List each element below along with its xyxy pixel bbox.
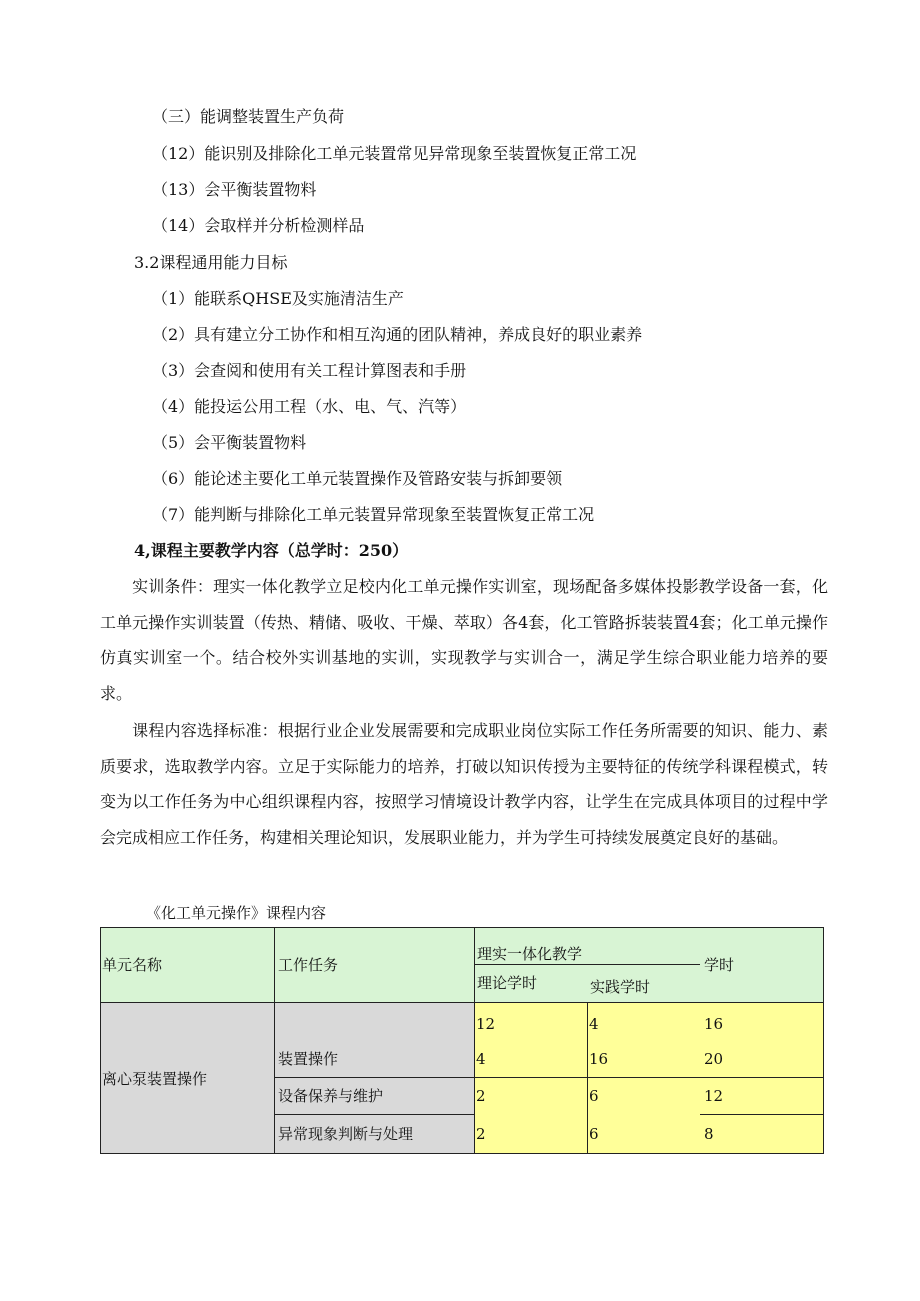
task-cell: 装置操作 <box>278 1050 339 1068</box>
total-cell: 8 <box>704 1125 714 1143</box>
theory-cell: 2 <box>476 1125 486 1143</box>
header-theory-hours: 理论学时 <box>477 974 538 992</box>
section-heading: 3.2课程通用能力目标 <box>134 253 288 272</box>
total-cell: 20 <box>704 1050 724 1068</box>
task-cell: 设备保养与维护 <box>278 1087 384 1105</box>
theory-cell: 12 <box>476 1015 496 1033</box>
practice-cell: 6 <box>589 1125 599 1143</box>
list-item: （4）能投运公用工程（水、电、气、汽等） <box>152 397 467 416</box>
header-work-task: 工作任务 <box>278 956 339 974</box>
header-hours: 学时 <box>704 956 735 974</box>
list-item: （2）具有建立分工协作和相互沟通的团队精神，养成良好的职业素养 <box>152 325 643 344</box>
unit-name: 离心泵装置操作 <box>102 1070 208 1088</box>
practice-cell: 16 <box>589 1050 609 1068</box>
task-cell: 异常现象判断与处理 <box>278 1125 414 1143</box>
header-unit-name: 单元名称 <box>102 956 163 974</box>
list-item: （5）会平衡装置物料 <box>152 433 307 452</box>
paragraph-text: 实训条件：理实一体化教学立足校内化工单元操作实训室，现场配备多媒体投影教学设备一套，化工单元操作实训装置（传热、精储、吸收、干燥、萃取）各4套，化工管路拆装装置4套；化工单元操作仿真实训室一个。结合校外实训基地的实训，实现教学与实训合一，满足学生综合职业能力培养的要求。 <box>100 577 828 703</box>
header-integrated-teaching: 理实一体化教学 <box>477 945 583 963</box>
theory-cell: 4 <box>476 1050 486 1068</box>
total-cell: 12 <box>704 1087 724 1105</box>
practice-cell: 6 <box>589 1087 599 1105</box>
list-item: （14）会取样并分析检测样品 <box>152 216 365 235</box>
paragraph <box>100 569 828 711</box>
list-item: （7）能判断与排除化工单元装置异常现象至装置恢复正常工况 <box>152 505 595 524</box>
section-heading: 4,课程主要教学内容（总学时：250） <box>134 541 409 560</box>
paragraph <box>100 713 828 855</box>
list-item: （三）能调整装置生产负荷 <box>152 107 345 126</box>
total-cell: 16 <box>704 1015 724 1033</box>
list-item: （13）会平衡装置物料 <box>152 180 317 199</box>
practice-cell: 4 <box>589 1015 599 1033</box>
paragraph-text: 课程内容选择标准：根据行业企业发展需要和完成职业岗位实际工作任务所需要的知识、能力、素质要求，选取教学内容。立足于实际能力的培养，打破以知识传授为主要特征的传统学科课程模式，转变为以工作任务为中心组织课程内容，按照学习情境设计教学内容，让学生在完成具体项目的过程中学会完成相应工作任务，构建相关理论知识，发展职业能力，并为学生可持续发展奠定良好的基础。 <box>100 721 828 847</box>
list-item: （1）能联系QHSE及实施清洁生产 <box>152 289 404 308</box>
table-caption: 《化工单元操作》课程内容 <box>146 904 327 922</box>
list-item: （6）能论述主要化工单元装置操作及管路安装与拆卸要领 <box>152 469 563 488</box>
header-practice-hours: 实践学时 <box>590 978 651 996</box>
list-item: （3）会查阅和使用有关工程计算图表和手册 <box>152 361 467 380</box>
theory-cell: 2 <box>476 1087 486 1105</box>
list-item: （12）能识别及排除化工单元装置常见异常现象至装置恢复正常工况 <box>152 144 637 163</box>
